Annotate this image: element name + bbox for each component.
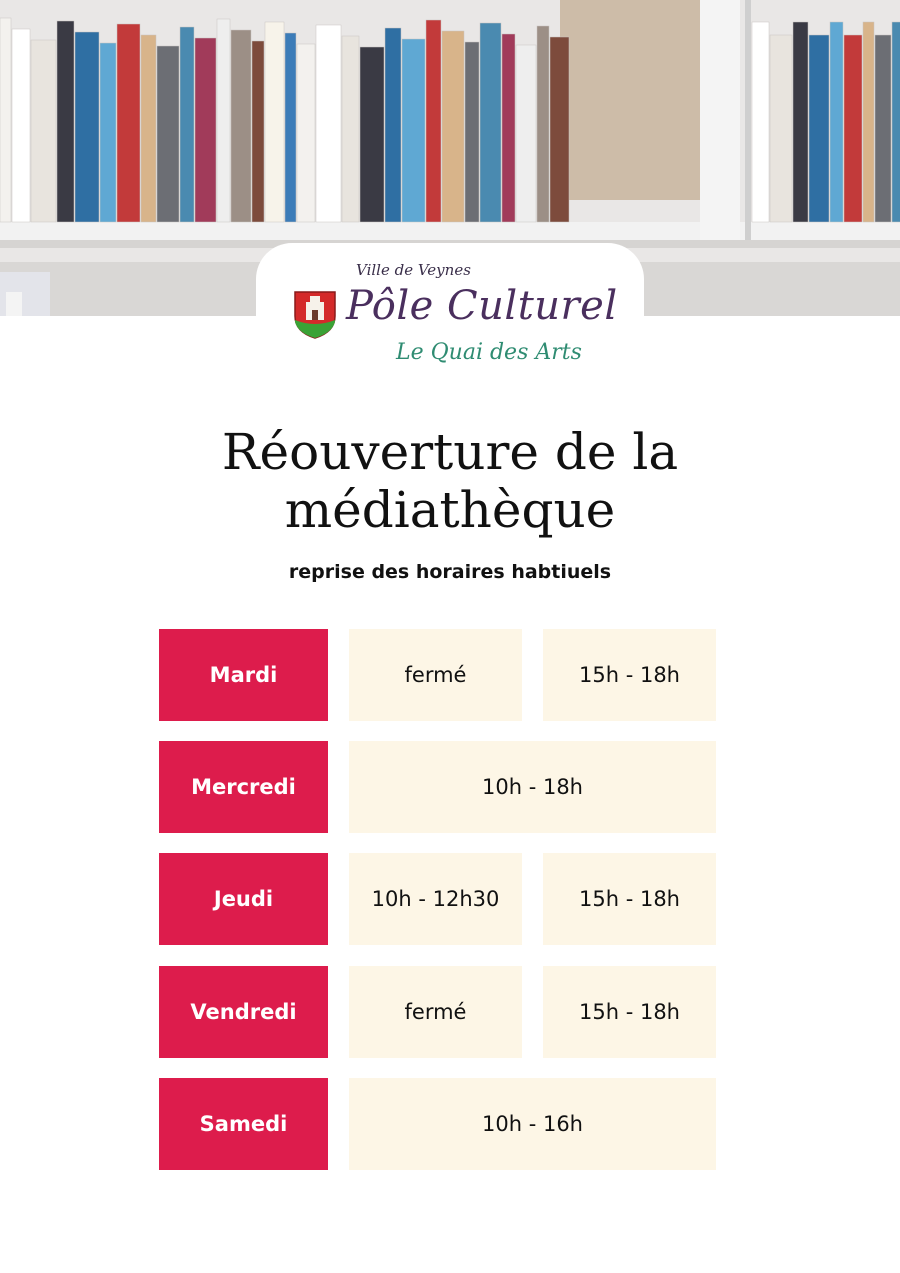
book-spine: [426, 20, 441, 222]
schedule-row-mercredi: [159, 741, 716, 833]
book-spine: [265, 22, 284, 222]
book-spine: [252, 41, 264, 222]
book-spine: [297, 44, 315, 222]
book-spine: [360, 47, 384, 222]
book-spine: [316, 25, 341, 222]
municipality-label: Ville de Veynes: [356, 261, 471, 279]
morning-hours: fermé: [349, 966, 522, 1058]
day-label: Vendredi: [159, 966, 328, 1058]
afternoon-hours: 15h - 18h: [543, 966, 716, 1058]
book-spine: [844, 35, 862, 222]
afternoon-hours: 15h - 18h: [543, 853, 716, 945]
book-spine: [502, 34, 515, 222]
book-spine: [402, 39, 425, 222]
book-spine: [75, 32, 99, 222]
schedule-row-mardi: [159, 629, 716, 721]
day-label: Mardi: [159, 629, 328, 721]
page-title-line-2: médiathèque: [284, 481, 616, 539]
day-label: Mercredi: [159, 741, 328, 833]
book-spine: [231, 30, 251, 222]
brand-tagline: Le Quai des Arts: [396, 340, 582, 365]
book-spine: [12, 29, 30, 222]
day-label: Jeudi: [159, 853, 328, 945]
book-spine: [480, 23, 501, 222]
book-spine: [809, 35, 829, 222]
book-spine: [195, 38, 216, 222]
book-spine: [442, 31, 464, 222]
book-spine: [285, 33, 296, 222]
book-spine: [465, 42, 479, 222]
book-spine: [342, 36, 359, 222]
book-spine: [793, 22, 808, 222]
book-spine: [875, 35, 891, 222]
town-crest-icon: [292, 282, 338, 340]
book-spine: [117, 24, 140, 222]
afternoon-hours: 15h - 18h: [543, 629, 716, 721]
book-spine: [0, 18, 11, 222]
book-spine: [157, 46, 179, 222]
morning-hours: 10h - 12h30: [349, 853, 522, 945]
day-label: Samedi: [159, 1078, 328, 1170]
book-spine: [550, 37, 569, 222]
brand-title: Pôle Culturel: [346, 283, 618, 329]
book-spine: [752, 22, 769, 222]
page-title: [0, 423, 900, 539]
book-spine: [217, 19, 230, 222]
schedule-row-jeudi: [159, 853, 716, 945]
page-subtitle: reprise des horaires habtiuels: [288, 561, 612, 583]
book-spine: [830, 22, 843, 222]
book-spine: [57, 21, 74, 222]
page-title-line-1: Réouverture de la: [221, 423, 679, 481]
schedule-row-samedi: [159, 1078, 716, 1170]
book-spine: [863, 22, 874, 222]
book-spine: [141, 35, 156, 222]
full-day-hours: 10h - 16h: [349, 1078, 716, 1170]
book-spine: [100, 43, 116, 222]
book-spine: [892, 22, 900, 222]
schedule-row-vendredi: [159, 966, 716, 1058]
book-spine: [537, 26, 549, 222]
book-spine: [180, 27, 194, 222]
book-spine: [385, 28, 401, 222]
book-spine: [516, 45, 536, 222]
book-spine: [770, 35, 792, 222]
full-day-hours: 10h - 18h: [349, 741, 716, 833]
morning-hours: fermé: [349, 629, 522, 721]
book-spine: [31, 40, 56, 222]
